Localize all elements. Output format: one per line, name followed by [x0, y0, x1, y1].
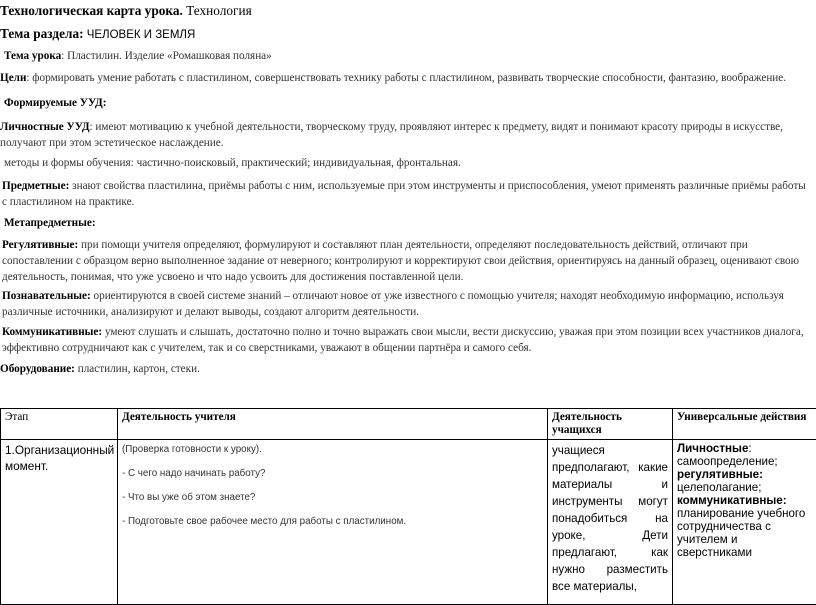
methods-line: методы и формы обучения: частично-поисковый, практический; индивидуальная, фронтальная.: [4, 155, 461, 171]
communicative-results: Коммуникативные: умеют слушать и слышать, достаточно полно и точно выражать свои мысли, вести дискуссию, уважая при этом позиции всех участников диалога, эффективно сотрудничают как с учителем, так и со сверстниками, уважают в общении партнёра и самого себя.: [2, 324, 812, 356]
table-row: [1, 440, 816, 605]
cognitive-results: Познавательные: ориентируются в своей системе знаний – отличают новое от уже известного с помощью учителя; находят необходимую информацию, используя различные источники, анализируют и делают выводы, создают алгоритм деятельности.: [2, 288, 812, 320]
goals-line: Цели: формировать умение работать с пластилином, совершенствовать технику работы с пластилином, развивать творческие способности, фантазию, воображение.: [0, 70, 786, 86]
teacher-line: (Проверка готовности к уроку).: [122, 442, 543, 457]
subject-results: Предметные: знают свойства пластилина, приёмы работы с ним, используемые при этом инструменты и приспособления, умеют применять различные приёмы работы с пластилином на практике.: [2, 178, 812, 210]
students-cell: учащиеся предполагают, какие материалы и инструменты могут понадобиться на уроке, Дети предлагают, как нужно разместить все материалы,: [548, 440, 673, 605]
header-teacher: Деятельность учителя: [118, 409, 548, 440]
topic-line: Тема урока: Пластилин. Изделие «Ромашковая поляна»: [4, 48, 272, 64]
equipment-line: Оборудование: пластилин, картон, стеки.: [0, 361, 200, 377]
lesson-table: [0, 408, 816, 605]
uud-cell: Личностные: самоопределение; регулятивные: целеполагание; коммуникативные: планирование учебного сотрудничества с учителем и сверстниками: [673, 440, 816, 605]
teacher-line: - Что вы уже об этом знаете?: [122, 490, 543, 505]
stage-cell: 1.Организационный момент.: [1, 440, 118, 605]
section-line: Тема раздела: ЧЕЛОВЕК И ЗЕМЛЯ: [0, 25, 195, 44]
header-uud: Универсальные действия: [673, 409, 816, 440]
teacher-cell: [118, 440, 548, 605]
teacher-line: - Подготовьте свое рабочее место для работы с пластилином.: [122, 514, 543, 529]
regulative-results: Регулятивные: при помощи учителя определяют, формулируют и составляют план деятельности, определяют последовательность действий, отличают при сопоставлении с образцом верно выполненное задание от неверного; контролируют и корректируют свои действия, ориентируясь на данный образец, оценивают свою деятельность, понимая, что уже усвоено и что надо усвоить для достижения поставленной цели.: [2, 237, 812, 285]
header-stage: Этап: [1, 409, 118, 440]
personal-uud: Личностные УУД: имеют мотивацию к учебной деятельности, творческому труду, проявляют интерес к предмету, видят и понимают красоту природы в искусстве, получают при этом эстетическое наслаждение.: [0, 119, 810, 151]
teacher-line: - С чего надо начинать работу?: [122, 466, 543, 481]
meta-heading: Метапредметные:: [4, 215, 96, 231]
table-header-row: [1, 409, 816, 440]
document-title: Технологическая карта урока. Технология: [0, 2, 252, 20]
uud-heading: Формируемые УУД:: [4, 95, 106, 111]
header-students: Деятельность учащихся: [548, 409, 673, 440]
